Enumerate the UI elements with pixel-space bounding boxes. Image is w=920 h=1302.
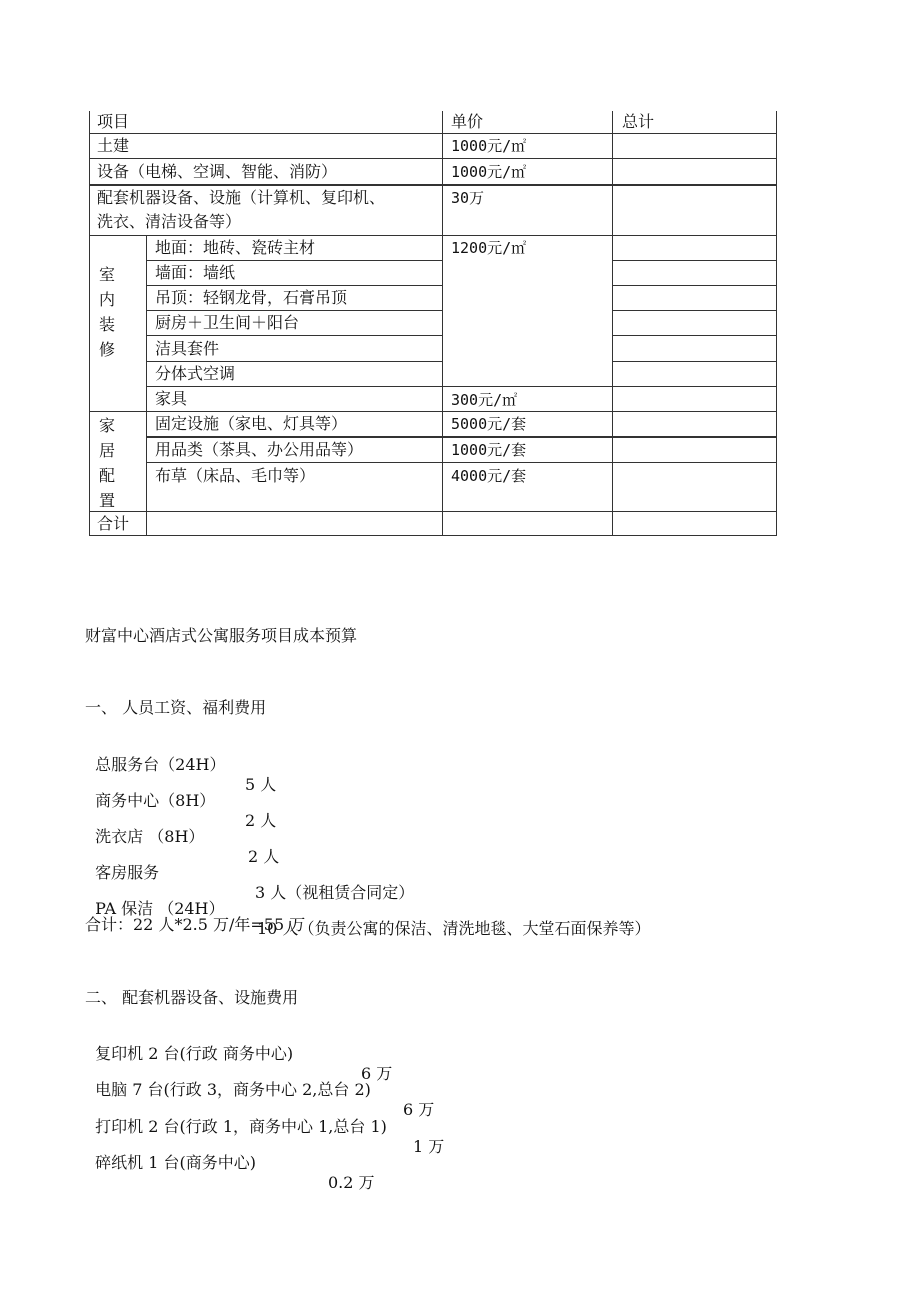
interior-label-char: 修 [98,340,115,359]
header-total: 总计 [622,112,655,131]
table-rule [146,361,442,362]
table-rule [89,184,777,186]
staff-label: PA 保洁 （24H） [95,899,225,918]
table-rule [146,310,442,311]
table-rule [89,511,777,512]
section1-heading: 一、 人员工资、福利费用 [85,698,267,717]
home-price: 4000元/套 [451,467,527,485]
header-item: 项目 [97,112,130,131]
home-price: 5000元/套 [451,415,527,433]
table-rule [89,535,777,536]
doc-title: 财富中心酒店式公寓服务项目成本预算 [85,626,358,645]
interior-item: 家具 [155,389,188,408]
table-rule [89,158,777,159]
home-item: 固定设施（家电、灯具等） [155,414,348,433]
staff-count: 2 人 [245,811,277,830]
table-rule [146,285,442,286]
staff-count: 3 人（视租赁合同定） [255,883,415,902]
home-price: 1000元/套 [451,441,527,459]
row-facilities-item-line1: 配套机器设备、设施（计算机、复印机、 [97,188,386,207]
table-rule [612,111,613,536]
row-facilities-price: 30万 [451,189,485,207]
table-rule [612,310,777,311]
table-rule [146,462,777,463]
staff-count: 10 人（负责公寓的保洁、清洗地毯、大堂石面保养等） [257,919,651,938]
equipment-cost: 1 万 [413,1137,445,1156]
interior-label-char: 装 [98,315,115,334]
table-rule [146,260,442,261]
staff-label: 客房服务 [95,863,160,882]
table-rule [776,111,777,536]
home-item: 用品类（茶具、办公用品等） [155,440,364,459]
table-rule [442,111,443,536]
interior-label-char: 内 [98,290,115,309]
home-label-char: 配 [98,466,115,485]
equipment-line [85,1133,375,1193]
table-rule [612,335,777,336]
table-rule [89,411,777,412]
table-rule [612,285,777,286]
equipment-label: 碎纸机 1 台(商务中心) [95,1153,257,1172]
interior-item: 墙面：墙纸 [155,263,236,282]
home-label-char: 家 [98,416,115,435]
row-equipment-price: 1000元/㎡ [451,163,527,181]
table-rule [146,436,777,438]
section2-heading: 二、 配套机器设备、设施费用 [85,988,299,1007]
interior-price-shared: 1200元/㎡ [451,239,527,257]
home-label-char: 居 [98,441,115,460]
equipment-cost: 6 万 [361,1064,393,1083]
header-unit-price: 单价 [451,112,484,131]
table-rule [89,111,90,536]
staff-count: 5 人 [245,775,277,794]
staff-count: 2 人 [248,847,280,866]
sum-label: 合计 [97,514,130,533]
staff-label: 洗衣店 （8H） [95,827,205,846]
row-facilities-item-line2: 洗衣、清洁设备等） [97,212,242,231]
cost-table [89,111,777,536]
row-civil-price: 1000元/㎡ [451,137,527,155]
equipment-label: 打印机 2 台(行政 1，商务中心 1,总台 1) [95,1117,387,1136]
section1-total: 合计：22 人*2.5 万/年=55 万 [85,915,306,934]
equipment-cost: 6 万 [403,1100,435,1119]
interior-label-char: 室 [98,265,115,284]
table-rule [89,235,777,236]
interior-item: 吊顶：轻钢龙骨，石膏吊顶 [155,288,348,307]
table-rule [612,361,777,362]
interior-item: 洁具套件 [155,339,220,358]
interior-item: 地面：地砖、瓷砖主材 [155,238,316,257]
home-item: 布草（床品、毛巾等） [155,466,316,485]
interior-item: 分体式空调 [155,364,236,383]
staff-label: 总服务台（24H） [95,755,226,774]
staff-label: 商务中心（8H） [95,791,216,810]
table-rule [612,260,777,261]
row-civil-item: 土建 [97,136,130,155]
home-label-char: 置 [98,491,115,510]
interior-price-furniture: 300元/㎡ [451,391,518,409]
interior-item: 厨房＋卫生间＋阳台 [155,313,300,332]
equipment-label: 复印机 2 台(行政 商务中心) [95,1044,294,1063]
table-rule [146,335,442,336]
equipment-label: 电脑 7 台(行政 3，商务中心 2,总台 2) [95,1080,371,1099]
row-equipment-item: 设备（电梯、空调、智能、消防） [97,162,338,181]
table-rule [146,386,777,387]
table-rule [146,235,147,536]
table-rule [89,133,777,134]
equipment-cost: 0.2 万 [328,1173,375,1192]
